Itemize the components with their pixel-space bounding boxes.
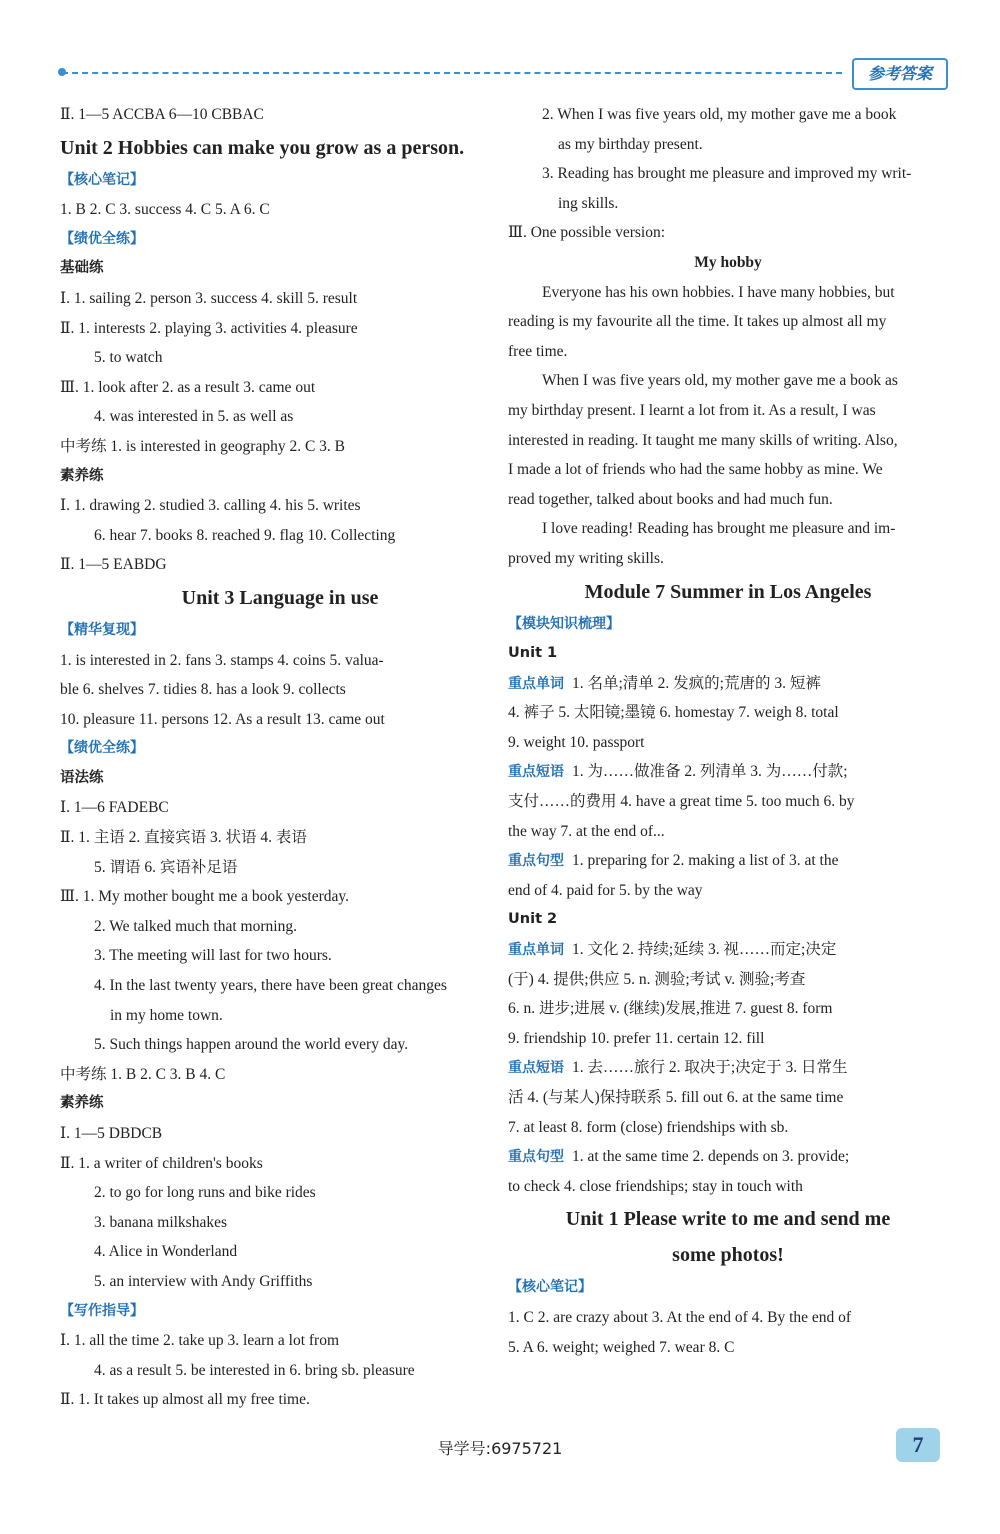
line-text: 中考练 1. is interested in geography 2. C 3. B bbox=[60, 437, 345, 455]
line-text: 9. friendship 10. prefer 11. certain 12. fill bbox=[508, 1029, 765, 1047]
right-line bbox=[508, 1237, 948, 1273]
line-text: 3. The meeting will last for two hours. bbox=[94, 947, 332, 965]
right-line bbox=[508, 337, 948, 367]
line-text: 4. was interested in 5. as well as bbox=[94, 408, 294, 426]
line-text: 活 4. (与某人)保持联系 5. fill out 6. at the same time bbox=[508, 1089, 844, 1106]
line-text: 1. B 2. C 3. success 4. C 5. A 6. C bbox=[60, 201, 270, 219]
line-text: Ⅲ. 1. My mother bought me a book yesterday. bbox=[60, 888, 350, 906]
right-line bbox=[508, 757, 948, 787]
line-text: reading is my favourite all the time. It takes up almost all my bbox=[508, 313, 887, 331]
line-text: read together, talked about books and had much fun. bbox=[508, 490, 833, 508]
line-text: 素养练 bbox=[60, 467, 104, 484]
line-text: Ⅱ. 1—5 EABDG bbox=[60, 556, 167, 574]
line-text: 4. as a result 5. be interested in 6. bring sb. pleasure bbox=[94, 1361, 415, 1379]
right-line bbox=[508, 455, 948, 485]
line-text: 4. 裤子 5. 太阳镜;墨镜 6. homestay 7. weigh 8. total bbox=[508, 704, 839, 722]
line-text: Ⅱ. 1. 主语 2. 直接宾语 3. 状语 4. 表语 bbox=[60, 829, 307, 847]
line-text: 1. 文化 2. 持续;延续 3. 视……而定;决定 bbox=[572, 941, 837, 959]
left-line bbox=[60, 646, 500, 676]
line-text: 基础练 bbox=[60, 260, 104, 277]
right-line bbox=[508, 728, 948, 758]
line-text: the way 7. at the end of... bbox=[508, 822, 665, 840]
right-line bbox=[508, 1333, 948, 1363]
left-line bbox=[60, 853, 500, 883]
left-line bbox=[60, 432, 500, 462]
left-line bbox=[60, 971, 500, 1001]
line-text: Unit 3 Language in use bbox=[181, 586, 379, 609]
keyword-label: 重点单词 bbox=[508, 942, 564, 959]
line-text: Everyone has his own hobbies. I have many hobbies, but bbox=[542, 283, 895, 301]
right-line bbox=[508, 574, 948, 610]
line-text: Unit 2 bbox=[508, 911, 558, 928]
left-line bbox=[60, 705, 500, 735]
left-line bbox=[60, 882, 500, 912]
line-text: Ⅰ. 1. drawing 2. studied 3. calling 4. his 5. writes bbox=[60, 497, 361, 515]
left-line bbox=[60, 343, 500, 373]
left-line bbox=[60, 130, 500, 166]
line-text: (于) 4. 提供;供应 5. n. 测验;考试 v. 测验;考查 bbox=[508, 970, 806, 988]
left-line bbox=[60, 580, 500, 616]
line-text: 5. an interview with Andy Griffiths bbox=[94, 1272, 313, 1290]
left-line bbox=[60, 823, 500, 853]
right-line bbox=[508, 100, 948, 130]
line-text: 【绩优全练】 bbox=[60, 740, 144, 757]
left-line bbox=[60, 616, 500, 646]
left-line bbox=[60, 1089, 500, 1119]
line-text: as my birthday present. bbox=[558, 135, 703, 153]
line-text: 1. 名单;清单 2. 发疯的;荒唐的 3. 短裤 bbox=[572, 674, 821, 692]
line-text: 1. 去……旅行 2. 取决于;决定于 3. 日常生 bbox=[572, 1059, 848, 1077]
right-line bbox=[508, 817, 948, 847]
right-line bbox=[508, 426, 948, 456]
left-line bbox=[60, 912, 500, 942]
line-text: 1. is interested in 2. fans 3. stamps 4. coins 5. valua- bbox=[60, 651, 384, 669]
header-rule bbox=[62, 72, 842, 74]
right-line bbox=[508, 1172, 948, 1202]
left-line bbox=[60, 1208, 500, 1238]
right-column bbox=[508, 100, 948, 1362]
line-text: Ⅰ. 1—5 DBDCB bbox=[60, 1125, 163, 1142]
right-line bbox=[508, 1113, 948, 1143]
keyword-label: 重点句型 bbox=[508, 853, 564, 870]
left-line bbox=[60, 225, 500, 255]
right-line bbox=[508, 787, 948, 817]
line-text: Ⅱ. 1. interests 2. playing 3. activities 4. pleasure bbox=[60, 319, 358, 337]
line-text: Module 7 Summer in Los Angeles bbox=[584, 580, 872, 603]
line-text: Ⅲ. 1. look after 2. as a result 3. came out bbox=[60, 378, 316, 396]
line-text: 6. n. 进步;进展 v. (继续)发展,推进 7. guest 8. form bbox=[508, 1000, 833, 1018]
line-text: Ⅰ. 1. sailing 2. person 3. success 4. skill 5. result bbox=[60, 289, 358, 307]
right-line bbox=[508, 1303, 948, 1333]
header-answer-tag: 参考答案 bbox=[852, 58, 948, 90]
line-text: 1. 为……做准备 2. 列清单 3. 为……付款; bbox=[572, 763, 848, 781]
left-line bbox=[60, 521, 500, 551]
line-text: 语法练 bbox=[60, 769, 104, 786]
left-line bbox=[60, 1267, 500, 1297]
left-line bbox=[60, 764, 500, 794]
line-text: Ⅱ. 1—5 ACCBA 6—10 CBBAC bbox=[60, 106, 264, 123]
left-line bbox=[60, 1237, 500, 1267]
line-text: 5. to watch bbox=[94, 349, 163, 367]
line-text: 【模块知识梳理】 bbox=[508, 615, 620, 632]
line-text: I made a lot of friends who had the same hobby as mine. We bbox=[508, 461, 883, 479]
right-line bbox=[508, 366, 948, 396]
study-number: 导学号:6975721 bbox=[437, 1439, 563, 1458]
line-text: 5. A 6. weight; weighed 7. wear 8. C bbox=[508, 1338, 735, 1356]
left-line bbox=[60, 1060, 500, 1090]
right-line bbox=[508, 965, 948, 995]
left-line bbox=[60, 1119, 500, 1149]
line-text: ing skills. bbox=[558, 194, 619, 212]
right-line bbox=[508, 905, 948, 935]
left-line bbox=[60, 793, 500, 823]
line-text: some photos! bbox=[672, 1244, 784, 1267]
keyword-label: 重点短语 bbox=[508, 1060, 564, 1077]
line-text: to check 4. close friendships; stay in touch with bbox=[508, 1177, 803, 1195]
left-line bbox=[60, 1178, 500, 1208]
line-text: 6. hear 7. books 8. reached 9. flag 10. Collecting bbox=[94, 526, 396, 544]
line-text: Ⅲ. One possible version: bbox=[508, 224, 666, 242]
right-line bbox=[508, 278, 948, 308]
right-line bbox=[508, 485, 948, 515]
line-text: 中考练 1. B 2. C 3. B 4. C bbox=[60, 1065, 226, 1083]
line-text: My hobby bbox=[694, 253, 762, 271]
left-line bbox=[60, 195, 500, 225]
line-text: 1. C 2. are crazy about 3. At the end of 4. By the end of bbox=[508, 1308, 852, 1326]
line-text: 【绩优全练】 bbox=[60, 230, 144, 247]
line-text: Ⅰ. 1. all the time 2. take up 3. learn a lot from bbox=[60, 1332, 340, 1350]
line-text: 2. When I was five years old, my mother gave me a book bbox=[542, 106, 897, 123]
left-line bbox=[60, 734, 500, 764]
left-line bbox=[60, 100, 500, 130]
line-text: 9. weight 10. passport bbox=[508, 733, 645, 751]
line-text: Ⅱ. 1. a writer of children's books bbox=[60, 1154, 263, 1172]
line-text: 【核心笔记】 bbox=[508, 1279, 592, 1296]
line-text: 2. to go for long runs and bike rides bbox=[94, 1184, 316, 1202]
right-line bbox=[508, 218, 948, 248]
line-text: When I was five years old, my mother gave me a book as bbox=[542, 372, 898, 390]
left-line bbox=[60, 941, 500, 971]
left-line bbox=[60, 1149, 500, 1179]
right-line bbox=[508, 669, 948, 699]
right-line bbox=[508, 130, 948, 160]
line-text: 5. Such things happen around the world every day. bbox=[94, 1036, 409, 1054]
line-text: proved my writing skills. bbox=[508, 549, 664, 567]
left-line bbox=[60, 1326, 500, 1356]
line-text: Ⅱ. 1. It takes up almost all my free time. bbox=[60, 1391, 310, 1409]
left-line bbox=[60, 1001, 500, 1031]
right-line bbox=[508, 396, 948, 426]
line-text: 5. 谓语 6. 宾语补足语 bbox=[94, 858, 238, 876]
right-line bbox=[508, 159, 948, 189]
right-line bbox=[508, 846, 948, 876]
line-text: Unit 1 Please write to me and send me bbox=[565, 1208, 891, 1231]
line-text: 【核心笔记】 bbox=[60, 171, 144, 188]
keyword-label: 重点句型 bbox=[508, 1149, 564, 1166]
line-text: interested in reading. It taught me many skills of writing. Also, bbox=[508, 431, 898, 449]
line-text: 1. preparing for 2. making a list of 3. at the bbox=[572, 852, 839, 870]
left-line bbox=[60, 462, 500, 492]
left-line bbox=[60, 284, 500, 314]
line-text: 素养练 bbox=[60, 1095, 104, 1112]
right-line bbox=[508, 1142, 948, 1172]
keyword-label: 重点单词 bbox=[508, 675, 564, 692]
right-line bbox=[508, 698, 948, 728]
left-line bbox=[60, 254, 500, 284]
page-number: 7 bbox=[896, 1428, 940, 1462]
line-text: my birthday present. I learnt a lot from it. As a result, I was bbox=[508, 401, 876, 419]
right-line bbox=[508, 994, 948, 1024]
line-text: Unit 1 bbox=[508, 645, 558, 662]
right-line bbox=[508, 1273, 948, 1303]
left-line bbox=[60, 550, 500, 580]
left-line bbox=[60, 675, 500, 705]
right-line bbox=[508, 935, 948, 965]
line-text: 3. banana milkshakes bbox=[94, 1213, 228, 1231]
line-text: I love reading! Reading has brought me pleasure and im- bbox=[542, 520, 896, 538]
left-column bbox=[60, 100, 500, 1415]
left-line bbox=[60, 1297, 500, 1327]
right-line bbox=[508, 610, 948, 640]
right-line bbox=[508, 639, 948, 669]
line-text: 【精华复现】 bbox=[60, 621, 144, 638]
left-line bbox=[60, 314, 500, 344]
left-line bbox=[60, 373, 500, 403]
right-line bbox=[508, 1024, 948, 1054]
line-text: 7. at least 8. form (close) friendships with sb. bbox=[508, 1118, 789, 1136]
line-text: 10. pleasure 11. persons 12. As a result 13. came out bbox=[60, 710, 385, 728]
left-line bbox=[60, 402, 500, 432]
line-text: 4. Alice in Wonderland bbox=[94, 1243, 238, 1261]
line-text: 【写作指导】 bbox=[60, 1302, 144, 1319]
left-line bbox=[60, 1356, 500, 1386]
right-line bbox=[508, 307, 948, 337]
line-text: 支付……的费用 4. have a great time 5. too much 6. by bbox=[508, 793, 855, 811]
left-line bbox=[60, 1030, 500, 1060]
left-line bbox=[60, 166, 500, 196]
line-text: 4. In the last twenty years, there have been great changes bbox=[94, 977, 447, 995]
line-text: 1. at the same time 2. depends on 3. provide; bbox=[572, 1148, 850, 1166]
right-line bbox=[508, 514, 948, 544]
right-line bbox=[508, 1083, 948, 1113]
right-line bbox=[508, 248, 948, 278]
right-line bbox=[508, 544, 948, 574]
left-line bbox=[60, 491, 500, 521]
line-text: Unit 2 Hobbies can make you grow as a person. bbox=[60, 136, 465, 159]
line-text: 3. Reading has brought me pleasure and improved my writ- bbox=[542, 165, 912, 183]
right-line bbox=[508, 189, 948, 219]
right-line bbox=[508, 1201, 948, 1237]
line-text: 2. We talked much that morning. bbox=[94, 917, 297, 935]
right-line bbox=[508, 876, 948, 906]
line-text: in my home town. bbox=[110, 1006, 223, 1024]
line-text: end of 4. paid for 5. by the way bbox=[508, 881, 703, 899]
line-text: free time. bbox=[508, 342, 568, 360]
line-text: Ⅰ. 1—6 FADEBC bbox=[60, 799, 169, 817]
left-line bbox=[60, 1385, 500, 1415]
line-text: ble 6. shelves 7. tidies 8. has a look 9. collects bbox=[60, 681, 346, 699]
right-line bbox=[508, 1053, 948, 1083]
keyword-label: 重点短语 bbox=[508, 764, 564, 781]
